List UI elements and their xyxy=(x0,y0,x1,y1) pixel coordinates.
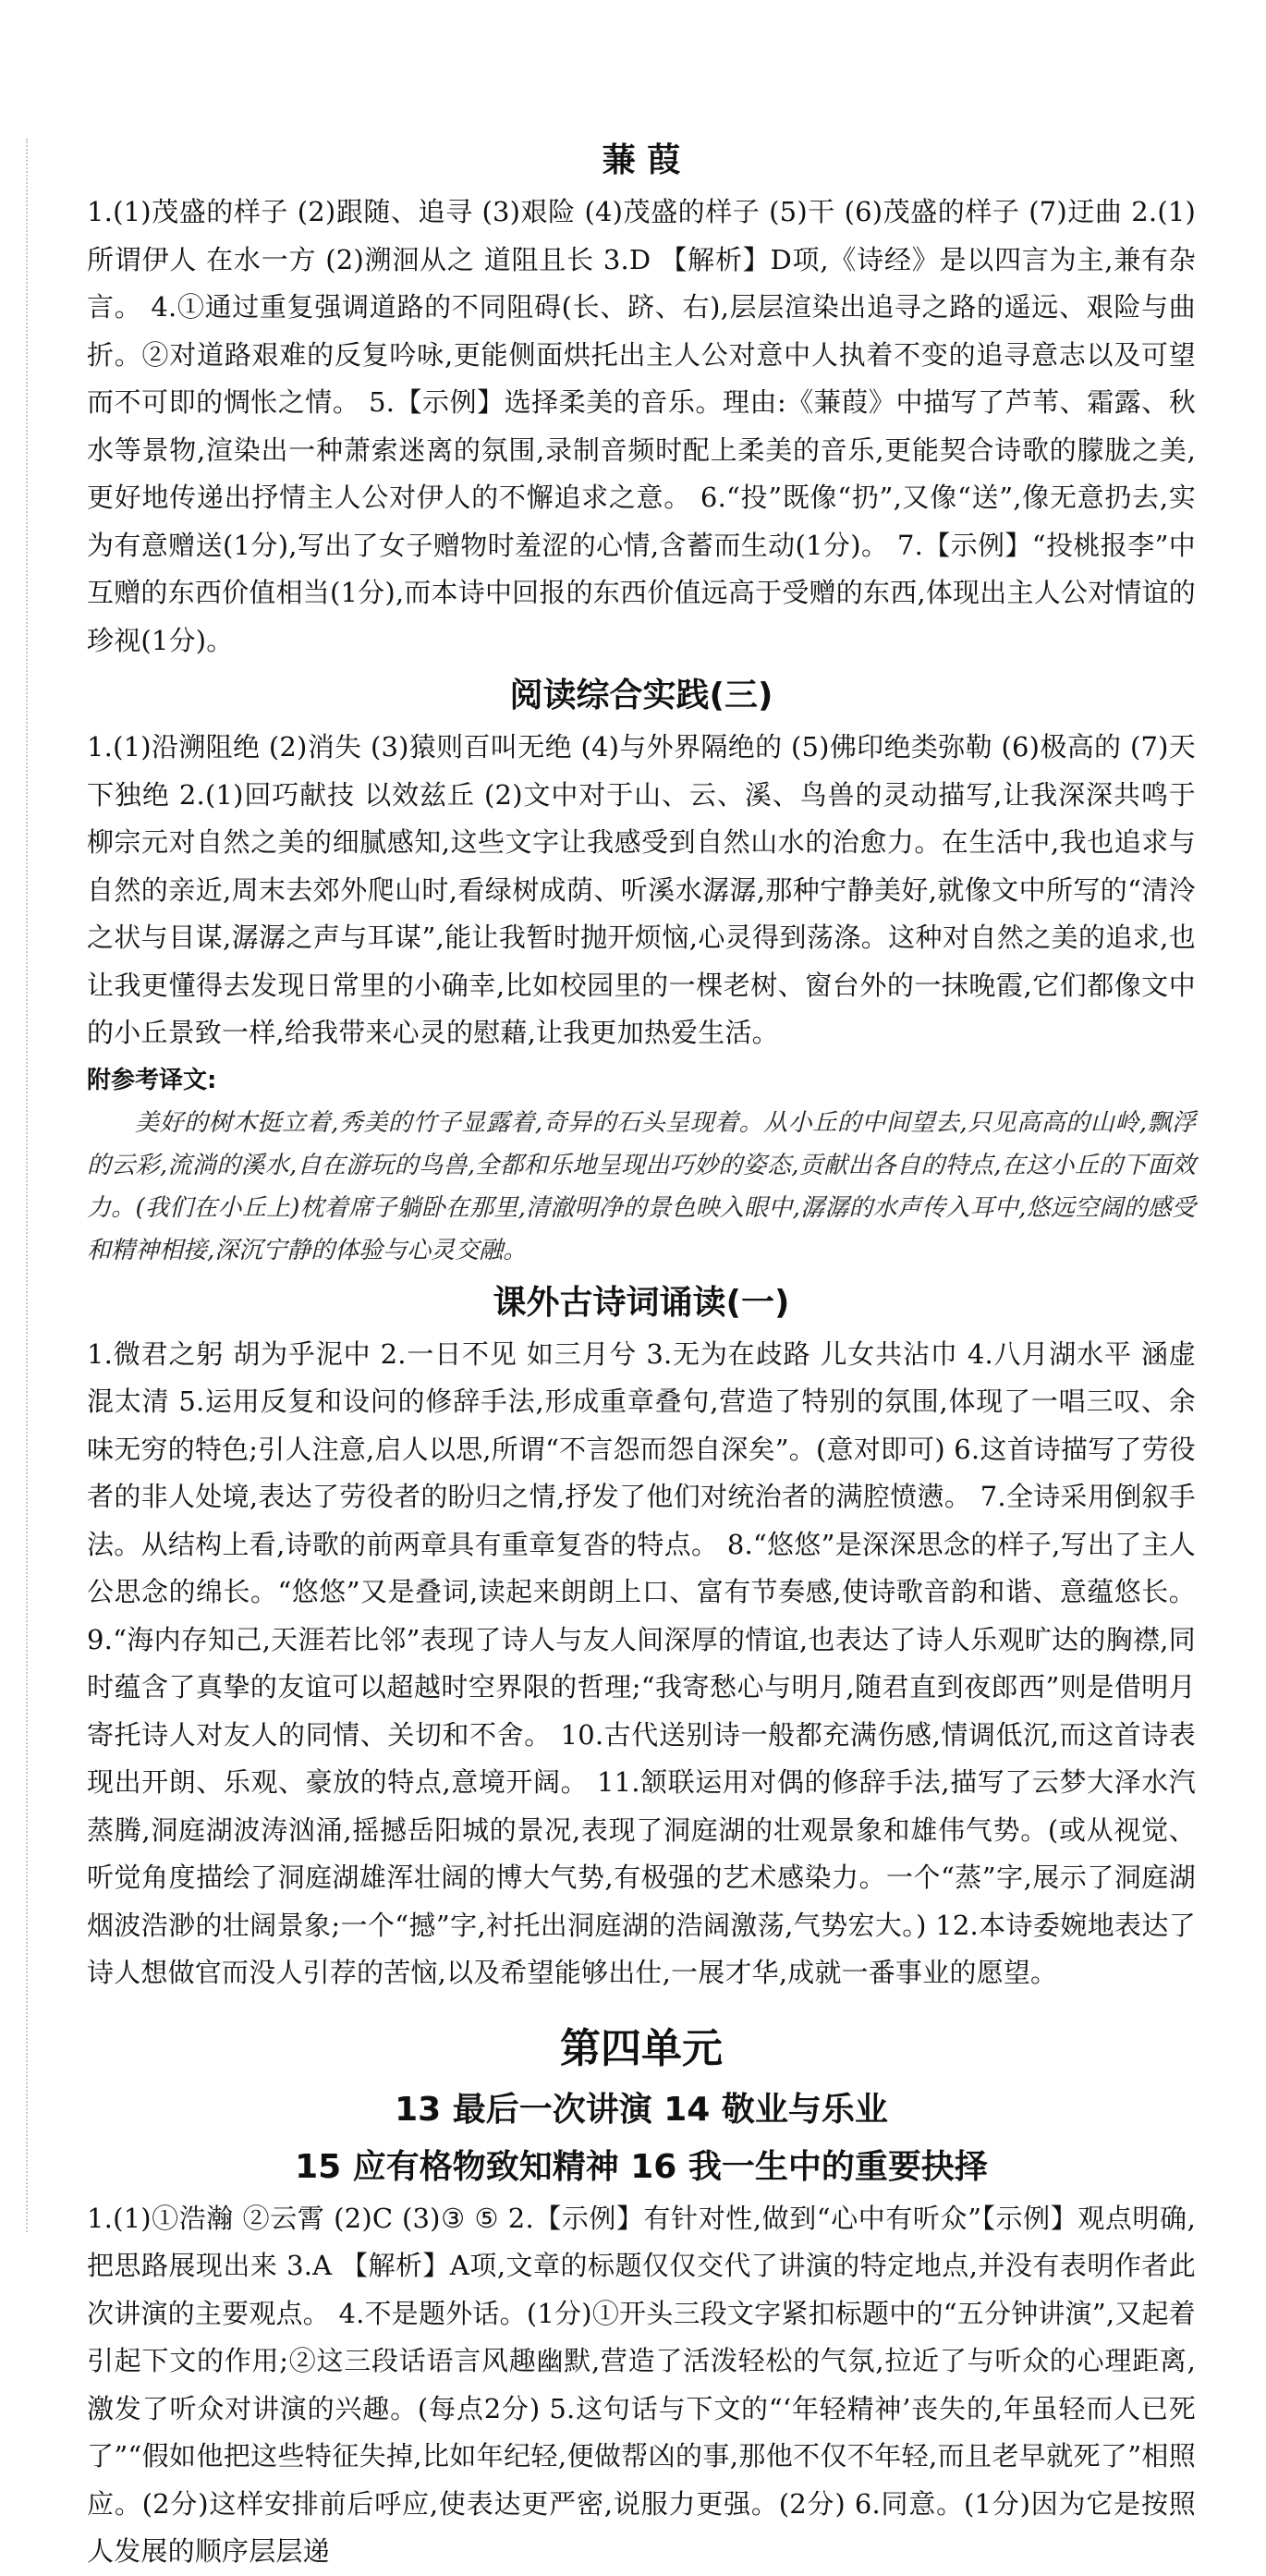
content-column xyxy=(87,129,1196,2576)
unit-title: 第四单元 xyxy=(560,2024,723,2072)
section-title: 课外古诗词诵读(一) xyxy=(493,1283,790,1322)
answer-paragraph: 1.(1)沿溯阻绝 (2)消失 (3)猿则百叫无绝 (4)与外界隔绝的 (5)佛印绝类弥勒 (6)极高的 (7)天下独绝 2.(1)回巧献技 以效兹丘 (2)文中对于山、云、溪、鸟兽的灵动描写,让我深深共鸣于柳宗元对自然之美的细腻感知,这些文字让我感受到自然山水的治愈力。在生活中,我也追求与自然的亲近,周末去郊外爬山时,看绿树成荫、听溪水潺潺,那种宁静美好,就像文中所写的“清泠之状与目谋,潺潺之声与耳谋”,能让我暂时抛开烦恼,心灵得到荡涤。这种对自然之美的追求,也让我更懂得去发现日常里的小确幸,比如校园里的一棵老树、窗台外的一抹晚霞,它们都像文中的小丘景致一样,给我带来心灵的慰藉,让我更加热爱生活。 xyxy=(87,731,1196,1048)
lesson-heading: 15 应有格物致知精神 16 我一生中的重要抉择 xyxy=(295,2147,988,2186)
binding-margin-line xyxy=(26,139,28,2232)
translation-text: 美好的树木挺立着,秀美的竹子显露着,奇异的石头呈现着。从小丘的中间望去,只见高高的山岭,飘浮的云彩,流淌的溪水,自在游玩的鸟兽,全都和乐地呈现出巧妙的姿态,贡献出各自的特点,在这小丘的下面效力。(我们在小丘上)枕着席子躺卧在那里,清澈明净的景色映入眼中,潺潺的水声传入耳中,悠远空阔的感受和精神相接,深沉宁静的体验与心灵交融。 xyxy=(87,1108,1196,1264)
answer-paragraph: 1.(1)茂盛的样子 (2)跟随、追寻 (3)艰险 (4)茂盛的样子 (5)干 (6)茂盛的样子 (7)迂曲 2.(1)所谓伊人 在水一方 (2)溯洄从之 道阻且长 3.D 【解析】D项,《诗经》是以四言为主,兼有杂言。 4.①通过重复强调道路的不同阻碍(长、跻、右),层层渲染出追寻之路的遥远、艰险与曲折。②对道路艰难的反复吟咏,更能侧面烘托出主人公对意中人执着不变的追寻意志以及可望而不可即的惆怅之情。 5.【示例】选择柔美的音乐。理由:《蒹葭》中描写了芦苇、霜露、秋水等景物,渲染出一种萧索迷离的氛围,录制音频时配上柔美的音乐,更能契合诗歌的朦胧之美,更好地传递出抒情主人公对伊人的不懈追求之意。 6.“投”既像“扔”,又像“送”,像无意扔去,实为有意赠送(1分),写出了女子赠物时羞涩的心情,含蓄而生动(1分)。 7.【示例】“投桃报李”中互赠的东西价值相当(1分),而本诗中回报的东西价值远高于受赠的东西,体现出主人公对情谊的珍视(1分)。 xyxy=(87,196,1196,656)
unit-four xyxy=(87,2020,1196,2576)
section-extracurricular-poems-1 xyxy=(87,1277,1196,1997)
lesson-heading: 13 最后一次讲演 14 敬业与乐业 xyxy=(395,2090,888,2129)
section-jianjia xyxy=(87,135,1196,665)
answer-paragraph: 1.(1)①浩瀚 ②云霄 (2)C (3)③ ⑤ 2.【示例】有针对性,做到“心中有听众”【示例】观点明确,把思路展现出来 3.A 【解析】A项,文章的标题仅仅交代了讲演的特定地点,并没有表明作者此次讲演的主要观点。 4.不是题外话。(1分)①开头三段文字紧扣标题中的“五分钟讲演”,又起着引起下文的作用;②这三段话语言风趣幽默,营造了活泼轻松的气氛,拉近了与听众的心理距离,激发了听众对讲演的兴趣。(每点2分) 5.这句话与下文的“‘年轻精神’丧失的,年虽轻而人已死了”“假如他把这些特征失掉,比如年纪轻,便做帮凶的事,那他不仅不年轻,而且老早就死了”相照应。(2分)这样安排前后呼应,使表达更严密,说服力更强。(2分) 6.同意。(1分)因为它是按照人发展的顺序层层递 xyxy=(87,2202,1196,2567)
section-reading-practice-3 xyxy=(87,670,1196,1272)
answer-paragraph: 1.微君之躬 胡为乎泥中 2.一日不见 如三月兮 3.无为在歧路 儿女共沾巾 4.八月湖水平 涵虚混太清 5.运用反复和设问的修辞手法,形成重章叠句,营造了特别的氛围,体现了一唱三叹、余味无穷的特色;引人注意,启人以思,所谓“不言怨而怨自深矣”。(意对即可) 6.这首诗描写了劳役者的非人处境,表达了劳役者的盼归之情,抒发了他们对统治者的满腔愤懑。 7.全诗采用倒叙手法。从结构上看,诗歌的前两章具有重章复沓的特点。 8.“悠悠”是深深思念的样子,写出了主人公思念的绵长。“悠悠”又是叠词,读起来朗朗上口、富有节奏感,使诗歌音韵和谐、意蕴悠长。 9.“海内存知己,天涯若比邻”表现了诗人与友人间深厚的情谊,也表达了诗人乐观旷达的胸襟,同时蕴含了真挚的友谊可以超越时空界限的哲理;“我寄愁心与明月,随君直到夜郎西”则是借明月寄托诗人对友人的同情、关切和不舍。 10.古代送别诗一般都充满伤感,情调低沉,而这首诗表现出开朗、乐观、豪放的特点,意境开阔。 11.颔联运用对偶的修辞手法,描写了云梦大泽水汽蒸腾,洞庭湖波涛汹涌,摇撼岳阳城的景况,表现了洞庭湖的壮观景象和雄伟气势。(或从视觉、听觉角度描绘了洞庭湖雄浑壮阔的博大气势,有极强的艺术感染力。一个“蒸”字,展示了洞庭湖烟波浩渺的壮阔景象;一个“撼”字,衬托出洞庭湖的浩阔激荡,气势宏大。) 12.本诗委婉地表达了诗人想做官而没人引荐的苦恼,以及希望能够出仕,一展才华,成就一番事业的愿望。 xyxy=(87,1337,1196,1988)
section-title: 蒹 葭 xyxy=(602,141,681,179)
translation-label: 附参考译文: xyxy=(87,1066,217,1094)
section-title: 阅读综合实践(三) xyxy=(509,677,773,714)
